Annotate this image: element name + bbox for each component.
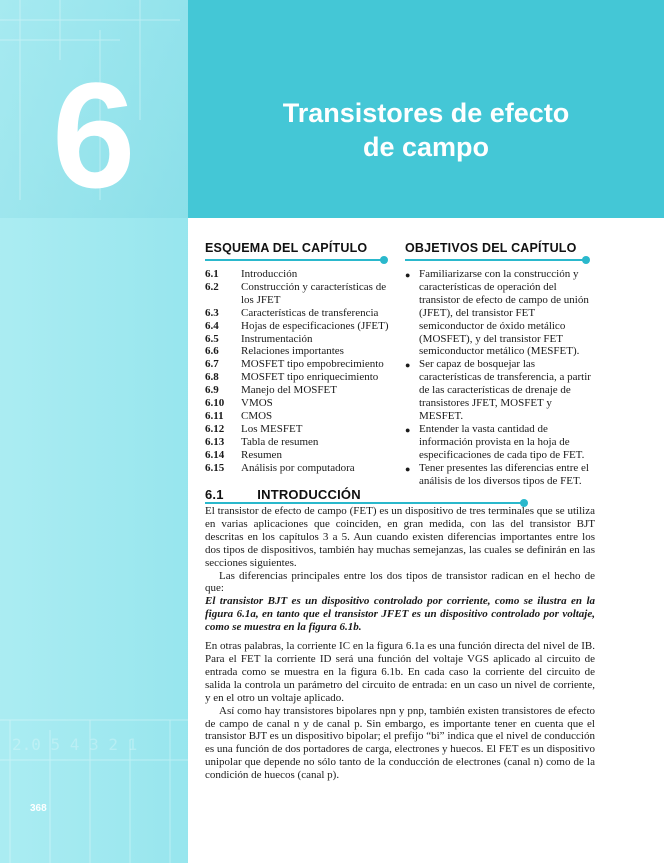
outline-item <box>205 320 397 333</box>
objective-text: Familiarizarse con la construcción y características de operación del transistor de efecto de campo de unión (JFET), del transistor FET semiconductor de óxido metálico (MOSFET), y del transistor FET semiconductor metálico (MESFET). <box>419 268 589 358</box>
outline-item-label: Análisis por computadora <box>241 461 355 474</box>
bullet-icon: ● <box>405 360 411 371</box>
body-paragraph-4: En otras palabras, la corriente IC en la figura 6.1a es una función directa del nivel de IB. Para el FET la corriente ID será una función del voltaje VGS aplicado al circuito de entrada como se muestra en la figura 6.1b. En cada caso la corriente del circuito de salida la controla un parámetro del circuito de entrada: en un caso un nivel de corriente, y en el otro un voltaje aplicado. <box>205 640 595 704</box>
outline-item <box>205 423 397 436</box>
outline-item-number: 6.13 <box>205 435 225 448</box>
objectives-rule <box>405 259 585 261</box>
objectives-list <box>405 268 593 487</box>
section-body <box>205 505 595 782</box>
objective-item <box>405 268 593 358</box>
outline-item-label: Manejo del MOSFET <box>241 384 337 397</box>
outline-item-label: MOSFET tipo enriquecimiento <box>241 371 379 384</box>
outline-item-number: 6.9 <box>205 384 219 397</box>
outline-item <box>205 268 397 281</box>
outline-item-number: 6.12 <box>205 422 225 435</box>
outline-item-label: Relaciones importantes <box>241 345 344 358</box>
section-rule <box>205 502 523 504</box>
outline-item <box>205 462 397 475</box>
outline-item <box>205 397 397 410</box>
outline-item-number: 6.2 <box>205 280 219 293</box>
outline-item-number: 6.6 <box>205 345 219 358</box>
outline-item-number: 6.15 <box>205 461 225 474</box>
outline-item-number: 6.11 <box>205 409 224 422</box>
outline-item-label: MOSFET tipo empobrecimiento <box>241 358 384 371</box>
outline-item <box>205 384 397 397</box>
objective-item <box>405 423 593 462</box>
outline-item <box>205 436 397 449</box>
objective-item <box>405 462 593 488</box>
objective-text: Entender la vasta cantidad de información provista en la hoja de especificaciones de cada tipo de FET. <box>419 422 585 461</box>
outline-item <box>205 371 397 384</box>
outline-item-label: Resumen <box>241 448 282 461</box>
objectives-heading: OBJETIVOS DEL CAPÍTULO <box>405 241 577 255</box>
outline-item-label: VMOS <box>241 397 273 410</box>
objective-item <box>405 358 593 423</box>
section-title: INTRODUCCIÓN <box>257 487 361 502</box>
outline-rule <box>205 259 383 261</box>
outline-item <box>205 307 397 320</box>
outline-item-label: Características de transferencia <box>241 306 379 319</box>
body-paragraph-5: Así como hay transistores bipolares npn y pnp, también existen transistores de efecto de campo de canal n y de canal p. Sin embargo, es importante tener en cuenta que el transistor BJT es un dispositivo bipolar; el prefijo “bi” indica que el nivel de conducción es una función de dos portadores de carga, electrones y huecos. El FET es un dispositivo unipolar que depende no sólo tanto de la conducción de electrones (canal n) como de la condición de huecos (canal p). <box>205 704 595 782</box>
outline-rule-dot <box>380 256 388 264</box>
chapter-title-line2: de campo <box>362 132 490 162</box>
outline-item-number: 6.4 <box>205 319 219 332</box>
page-number: 368 <box>30 803 47 814</box>
body-paragraph-1: El transistor de efecto de campo (FET) es un dispositivo de tres terminales que se utiliza en varias aplicaciones que coinciden, en gran medida, con las del transistor BJT descritas en los capítulos 3 a 5. Aun cuando existen diferencias importantes entre los dos tipos de dispositivos, también hay muchas semejanzas, las cuales se definirán en las secciones siguientes. <box>205 505 595 569</box>
outline-item <box>205 449 397 462</box>
chapter-title <box>188 96 664 164</box>
body-emphasis: El transistor BJT es un dispositivo controlado por corriente, como se ilustra en la figura 6.1a, en tanto que el transistor JFET es un dispositivo controlado por voltaje, como se muestra en la figura 6.1b. <box>205 595 595 634</box>
outline-item <box>205 333 397 346</box>
chapter-number: 6 <box>52 51 136 219</box>
objectives-rule-dot <box>582 256 590 264</box>
outline-item-label: Los MESFET <box>241 422 303 435</box>
outline-item <box>205 410 397 423</box>
outline-item <box>205 345 397 358</box>
chapter-title-line1: Transistores de efecto <box>282 98 570 128</box>
outline-item-number: 6.7 <box>205 358 219 371</box>
outline-item-label: Hojas de especificaciones (JFET) <box>241 319 389 332</box>
outline-item-label: Instrumentación <box>241 332 313 345</box>
outline-item-label: Construcción y características de los JFET <box>241 280 387 306</box>
outline-item <box>205 358 397 371</box>
bullet-icon: ● <box>405 463 411 474</box>
outline-heading: ESQUEMA DEL CAPÍTULO <box>205 241 368 255</box>
chapter-outline-list <box>205 268 397 475</box>
outline-item <box>205 281 397 307</box>
outline-item-number: 6.10 <box>205 397 225 410</box>
outline-item-number: 6.14 <box>205 448 225 461</box>
section-heading <box>205 487 361 502</box>
outline-item-number: 6.8 <box>205 371 219 384</box>
body-paragraph-2: Las diferencias principales entre los dos tipos de transistor radican en el hecho de que: <box>205 569 595 595</box>
outline-item-number: 6.1 <box>205 268 219 280</box>
section-number: 6.1 <box>205 487 224 502</box>
svg-text:2.0 5 4 3 2 1: 2.0 5 4 3 2 1 <box>12 735 138 754</box>
outline-item-label: Introducción <box>241 268 298 280</box>
objective-text: Ser capaz de bosquejar las características de transferencia, a partir de las características de drenaje de transistores JFET, MOSFET y MESFET. <box>419 358 591 422</box>
objective-text: Tener presentes las diferencias entre el análisis de los diversos tipos de FET. <box>419 461 589 487</box>
outline-item-number: 6.5 <box>205 332 219 345</box>
bullet-icon: ● <box>405 270 411 280</box>
outline-item-label: Tabla de resumen <box>241 435 319 448</box>
outline-item-label: CMOS <box>241 409 273 422</box>
outline-item-number: 6.3 <box>205 306 219 319</box>
bullet-icon: ● <box>405 424 411 435</box>
